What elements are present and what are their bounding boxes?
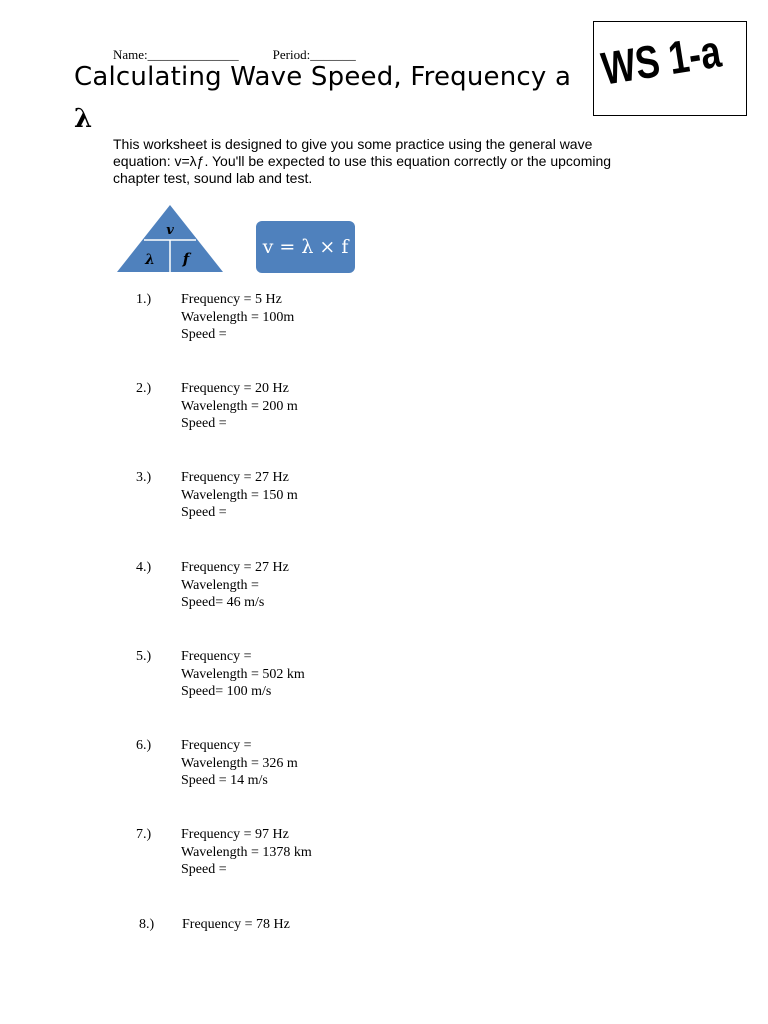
problem-number: 6.): [136, 738, 152, 753]
problem-number: 2.): [136, 381, 152, 396]
problem-line: Speed =: [181, 327, 227, 343]
wave-equation-text: v = λ × f: [262, 236, 349, 258]
problem-number: 4.): [136, 560, 152, 575]
problem-line: Wavelength = 200 m: [181, 398, 298, 414]
problem-line: Wavelength = 502 km: [181, 666, 305, 682]
problem-line: Wavelength =: [181, 577, 259, 593]
problem-number: 3.): [136, 470, 152, 485]
problem-line: Frequency = 78 Hz: [182, 917, 290, 932]
problem-line: Frequency = 27 Hz: [181, 470, 289, 485]
problem-line: Wavelength = 100m: [181, 309, 295, 325]
problem-line: Speed= 46 m/s: [181, 595, 265, 611]
problem-line: Wavelength = 326 m: [181, 755, 298, 771]
wave-equation-box: [256, 221, 355, 273]
problem-line: Frequency =: [181, 649, 252, 664]
triangle-f-label: f: [182, 250, 190, 268]
page-title-lambda: λ: [74, 104, 93, 134]
problem-line: Frequency = 27 Hz: [181, 560, 289, 575]
worksheet-stamp: [593, 21, 747, 116]
problem-line: Frequency = 5 Hz: [181, 292, 282, 307]
problem-line: Frequency = 20 Hz: [181, 381, 289, 396]
problem-line: Speed= 100 m/s: [181, 684, 272, 700]
problem-line: Speed =: [181, 416, 227, 432]
page-title: Calculating Wave Speed, Frequency a: [74, 62, 572, 92]
problem-number: 8.): [139, 917, 155, 932]
intro-paragraph: This worksheet is designed to give you some practice using the general wave equation: v=λƒ. You'll be expected to use this equation correctly or the upcoming chapter test, sound lab and test.: [113, 136, 612, 186]
name-field-label: Name:______________: [113, 47, 239, 62]
problem-line: Wavelength = 1378 km: [181, 844, 312, 860]
wave-equation-triangle: [115, 204, 225, 274]
problem-number: 1.): [136, 292, 152, 307]
problem-line: Speed =: [181, 505, 227, 521]
problem-line: Wavelength = 150 m: [181, 487, 298, 503]
period-field-label: Period:_______: [272, 47, 356, 62]
triangle-v-label: v: [166, 223, 174, 238]
triangle-lambda-label: λ: [145, 252, 155, 268]
problem-line: Frequency =: [181, 738, 252, 753]
header-line: [113, 47, 356, 63]
problem-number: 7.): [136, 827, 152, 842]
problem-line: Speed =: [181, 862, 227, 878]
problem-line: Speed = 14 m/s: [181, 773, 268, 789]
problem-number: 5.): [136, 649, 152, 664]
worksheet-stamp-text: WS 1-a: [597, 24, 725, 95]
problem-line: Frequency = 97 Hz: [181, 827, 289, 842]
